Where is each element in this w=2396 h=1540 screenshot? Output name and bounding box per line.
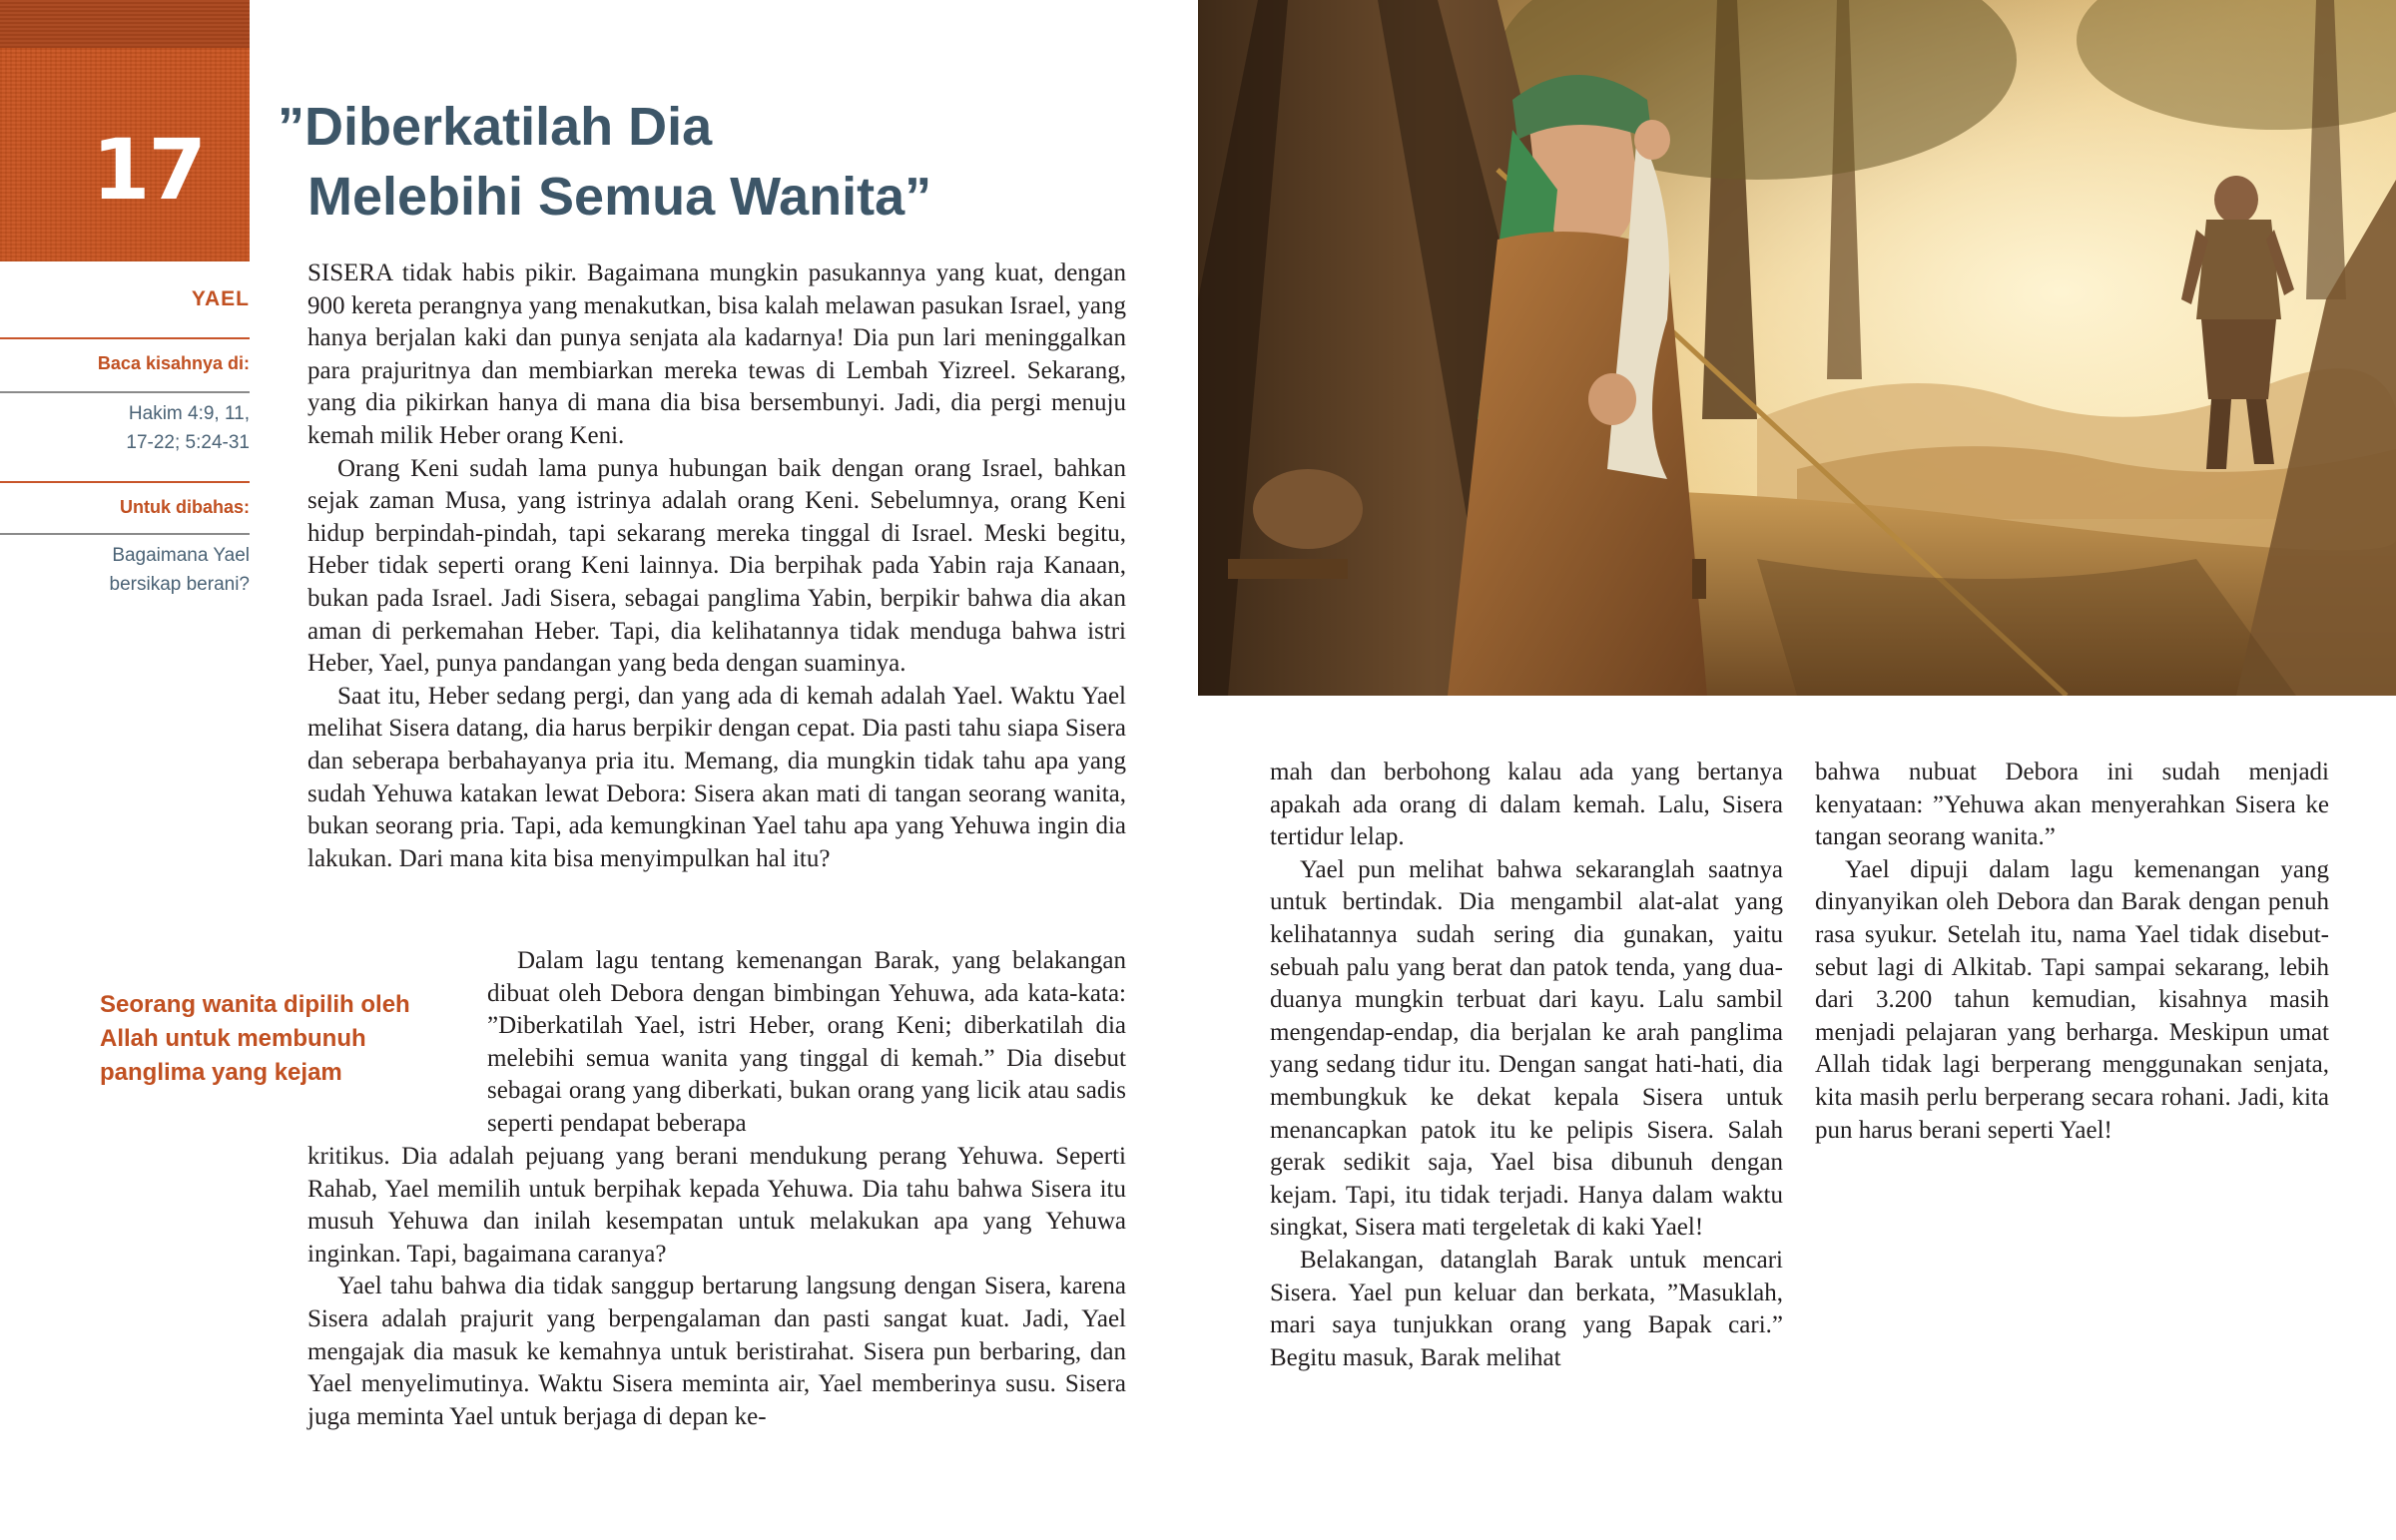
body-paragraph: Orang Keni sudah lama punya hubungan baik dengan orang Israel, bahkan sejak zaman Musa, yang istrinya adalah orang Keni. Sebelumnya, orang Keni hidup berpindah-pindah, tapi sekarang mereka tinggal di Israel. Meski begitu, Heber tidak seperti orang Keni lainnya. Dia berpihak pada Yabin raja Kanaan, bukan pada Israel. Jadi Sisera, sebagai panglima Yabin, berpikir bahwa dia akan aman di perkemahan Heber. Tapi, dia kelihatannya tidak menduga bahwa istri Heber, Yael, punya pandangan yang beda dengan suaminya. [307,454,1126,678]
body-paragraph: Yael dipuji dalam lagu kemenangan yang dinyanyikan oleh Debora dan Barak dengan penuh rasa syukur. Setelah itu, nama Yael tidak disebut-sebut lagi di Alkitab. Tapi sampai sekarang, lebih dari 3.200 tahun kemudian, kisahnya masih menjadi pelajaran yang berharga. Meskipun umat Allah tidak lagi berperang menggunakan senjata, kita masih perlu berperang secara rohani. Jadi, kita pun harus berani seperti Yael! [1815,855,2329,1144]
chapter-title-line-1: ”Diberkatilah Dia [278,97,713,157]
body-paragraph: Yael pun melihat bahwa sekaranglah saatnya untuk bertindak. Dia mengambil alat-alat yang kelihatannya sudah sering dia gunakan, yaitu sebuah palu yang berat dan patok tenda, yang dua-duanya mungkin terbuat dari kayu. Lalu sambil mengendap-endap, dia berjalan ke arah panglima yang sedang tidur itu. Dengan sangat hati-hati, dia membungkuk ke dekat kepala Sisera untuk menancapkan patok itu ke pelipis Sisera. Salah gerak sedikit saja, Yael bisa dibunuh dengan kejam. Tapi, itu tidak terjadi. Hanya dalam waktu singkat, Sisera mati tergeletak di kaki Yael! [1270,855,1783,1242]
body-paragraph: SISERA tidak habis pikir. Bagaimana mungkin pasukannya yang kuat, dengan 900 kereta perangnya yang menakutkan, bisa kalah melawan pasukan Israel, yang hanya berjalan kaki dan punya senjata ala kadarnya! Dia pun lari meninggalkan para prajuritnya dan membiarkan mereka tewas di Lembah Yizreel. Sekarang, yang dia pikirkan hanya di mana dia bisa bersembunyi. Jadi, dia pergi menuju kemah milik Heber orang Keni. [307,259,1126,449]
body-column-upper [307,257,1126,875]
sidebar-divider [0,533,250,535]
sidebar-question-line-1: Bagaimana Yael [112,545,250,566]
sidebar-references-line-1: Hakim 4:9, 11, [128,403,250,424]
chapter-title-line-2: Melebihi Semua Wanita” [307,167,932,227]
body-paragraph: Yael tahu bahwa dia tidak sanggup bertarung langsung dengan Sisera, karena Sisera adalah prajurit yang berpengalaman dan pasti sangat kuat. Jadi, Yael mengajak dia masuk ke kemahnya untuk beristirahat. Sisera pun berbaring, dan Yael menyelimutinya. Waktu Sisera meminta air, Yael memberinya susu. Sisera juga meminta Yael untuk berjaga di depan ke- [307,1273,1126,1430]
sidebar-divider [0,337,250,339]
body-paragraph: Belakangan, datanglah Barak untuk mencari Sisera. Yael pun keluar dan berkata, ”Masuklah, mari saya tunjukkan orang yang Bapak cari.” Begitu masuk, Barak melihat [1270,1246,1783,1371]
body-column-3 [1815,757,2329,1147]
sidebar-read-label: Baca kisahnya di: [97,353,250,373]
body-paragraph-continued: kritikus. Dia adalah pejuang yang berani mendukung perang Yehuwa. Seperti Rahab, Yael memilih untuk berpihak kepada Yehuwa. Dia tahu bahwa Sisera itu musuh Yehuwa dan inilah kesempatan untuk melakukan apa yang Yehuwa inginkan. Tapi, bagaimana caranya? [307,1143,1126,1268]
sidebar-references-line-2: 17-22; 5:24-31 [126,432,250,453]
chapter-tab-band [0,0,250,48]
yael-illustration [1198,0,2396,696]
body-paragraph: Dalam lagu tentang kemenangan Barak, yang belakangan dibuat oleh Debora dengan bimbingan Yehuwa, ada kata-kata: ”Diberkatilah Yael, istri Heber, orang Keni; diberkatilah dia melebihi semua wanita yang tinggal di kemah.” Dia disebut sebagai orang yang diberkati, bukan orang yang licik atau sadis seperti pendapat beberapa [487,947,1126,1137]
sidebar-character-name: YAEL [191,287,250,310]
yael-illustration-art [1198,0,2396,696]
body-paragraph: Saat itu, Heber sedang pergi, dan yang ada di kemah adalah Yael. Waktu Yael melihat Sisera datang, dia harus berpikir dengan cepat. Dia pasti tahu siapa Sisera dan seberapa berbahayanya pria itu. Memang, dia mungkin tidak tahu apa yang sudah Yehuwa katakan lewat Debora: Sisera akan mati di tangan seorang wanita, bukan seorang pria. Tapi, ada kemungkinan Yael tahu apa yang Yehuwa ingin dia lakukan. Dari mana kita bisa menyimpulkan hal itu? [307,682,1126,872]
sidebar-discuss-label: Untuk dibahas: [119,497,250,517]
body-column-lower [307,1141,1126,1433]
body-paragraph-continued: bahwa nubuat Debora ini sudah menjadi kenyataan: ”Yehuwa akan menyerahkan Sisera ke tangan seorang wanita.” [1815,759,2329,851]
sidebar-question [110,541,250,599]
body-paragraph-continued: mah dan berbohong kalau ada yang bertanya apakah ada orang di dalam kemah. Lalu, Sisera tertidur lelap. [1270,759,1783,851]
chapter-title [278,92,931,232]
body-column-indented [487,945,1126,1141]
chapter-number: 17 [92,121,205,219]
chapter-tab [0,0,250,261]
pull-quote: Seorang wanita dipilih oleh Allah untuk membunuh panglima yang kejam [100,991,410,1086]
right-page [1198,0,2396,1540]
sidebar-divider [0,391,250,393]
sidebar-references [126,399,250,457]
sidebar-question-line-2: bersikap berani? [109,574,250,595]
body-column-2 [1270,757,1783,1374]
sidebar-divider [0,481,250,483]
